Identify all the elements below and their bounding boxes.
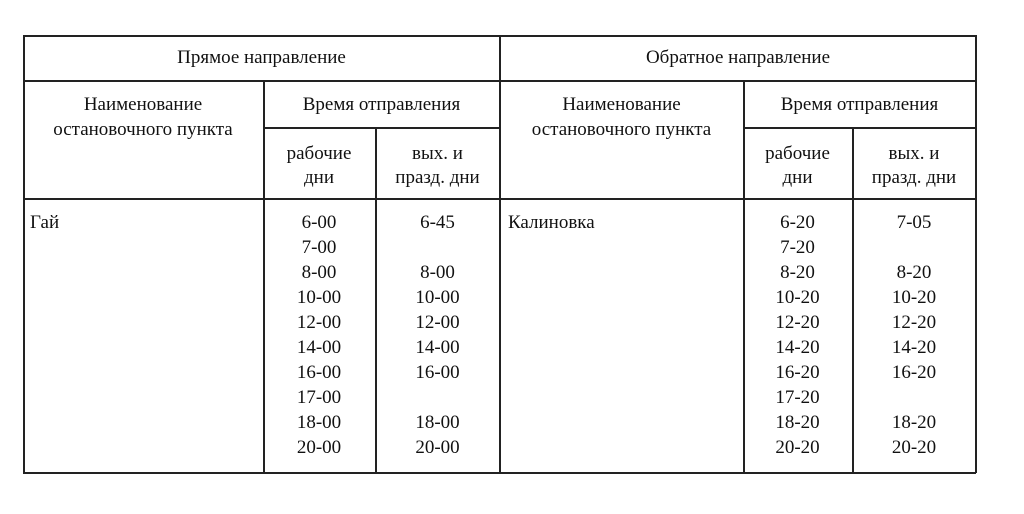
backward-holidays-header-line2: празд. дни — [871, 167, 957, 188]
backward-stop-header-line1: Наименование — [562, 94, 681, 115]
forward-title: Прямое направление — [177, 47, 346, 68]
backward-holiday-time: 14-20 — [891, 337, 937, 358]
forward-workday-time: 14-00 — [296, 337, 342, 358]
backward-holidays-header-line1: вых. и — [888, 143, 940, 164]
forward-stop-header-line2: остановочного пункта — [53, 119, 233, 140]
backward-workday-time: 17-20 — [775, 387, 820, 408]
forward-holiday-time — [375, 385, 500, 410]
forward-workday-time: 18-00 — [296, 412, 342, 433]
forward-workday-time: 6-00 — [301, 212, 337, 233]
backward-workday-time: 7-20 — [780, 237, 815, 258]
forward-holiday-time: 18-00 — [415, 412, 460, 433]
forward-workday-time: 20-00 — [296, 437, 342, 458]
backward-holiday-time: 12-20 — [891, 312, 937, 333]
backward-holiday-time — [852, 385, 976, 410]
backward-holiday-time: 8-20 — [896, 262, 932, 283]
forward-stop-name: Гай — [30, 212, 60, 233]
backward-stop-header-line2: остановочного пункта — [531, 119, 712, 140]
forward-workday-time: 7-00 — [301, 237, 337, 258]
backward-workday-time: 6-20 — [780, 212, 815, 233]
backward-holiday-time: 16-20 — [891, 362, 937, 383]
forward-holidays-header-line1: вых. и — [412, 143, 463, 164]
forward-stop-header-line1: Наименование — [83, 94, 203, 115]
backward-time-header: Время отправления — [780, 94, 939, 115]
forward-workday-time: 12-00 — [296, 312, 342, 333]
forward-holiday-time: 12-00 — [415, 312, 460, 333]
backward-holidays-column — [852, 210, 976, 460]
backward-workdays-column — [743, 210, 852, 460]
backward-holiday-time: 7-05 — [896, 212, 932, 233]
forward-holiday-time: 20-00 — [415, 437, 460, 458]
forward-holiday-time: 14-00 — [415, 337, 460, 358]
border-time-header-bottom-right — [743, 127, 976, 129]
forward-workday-time: 8-00 — [301, 262, 337, 283]
backward-workday-time: 12-20 — [775, 312, 820, 333]
forward-holidays-column — [375, 210, 500, 460]
forward-workday-time: 17-00 — [296, 387, 342, 408]
forward-holidays-header-line2: празд. дни — [395, 167, 480, 188]
forward-workday-time: 16-00 — [296, 362, 342, 383]
forward-holiday-time: 16-00 — [415, 362, 460, 383]
border-time-header-bottom-left — [263, 127, 500, 129]
backward-workdays-header-line2: дни — [782, 167, 813, 188]
backward-title: Обратное направление — [645, 47, 831, 68]
backward-workday-time: 10-20 — [775, 287, 820, 308]
forward-time-header: Время отправления — [302, 94, 461, 115]
backward-holiday-time: 20-20 — [891, 437, 937, 458]
forward-workdays-column — [263, 210, 375, 460]
backward-holiday-time: 18-20 — [891, 412, 937, 433]
backward-stop-name: Калиновка — [508, 212, 595, 233]
backward-workday-time: 8-20 — [780, 262, 815, 283]
backward-workday-time: 16-20 — [775, 362, 820, 383]
forward-holiday-time: 8-00 — [420, 262, 455, 283]
forward-holiday-time: 10-00 — [415, 287, 460, 308]
forward-holiday-time — [375, 235, 500, 260]
backward-workdays-header-line1: рабочие — [765, 143, 830, 164]
backward-holiday-time — [852, 235, 976, 260]
backward-holiday-time: 10-20 — [891, 287, 937, 308]
backward-workday-time: 14-20 — [775, 337, 820, 358]
backward-workday-time: 20-20 — [775, 437, 820, 458]
forward-workdays-header-line2: дни — [303, 167, 334, 188]
forward-workday-time: 10-00 — [296, 287, 342, 308]
backward-workday-time: 18-20 — [775, 412, 820, 433]
forward-workdays-header-line1: рабочие — [286, 143, 352, 164]
forward-holiday-time: 6-45 — [420, 212, 455, 233]
